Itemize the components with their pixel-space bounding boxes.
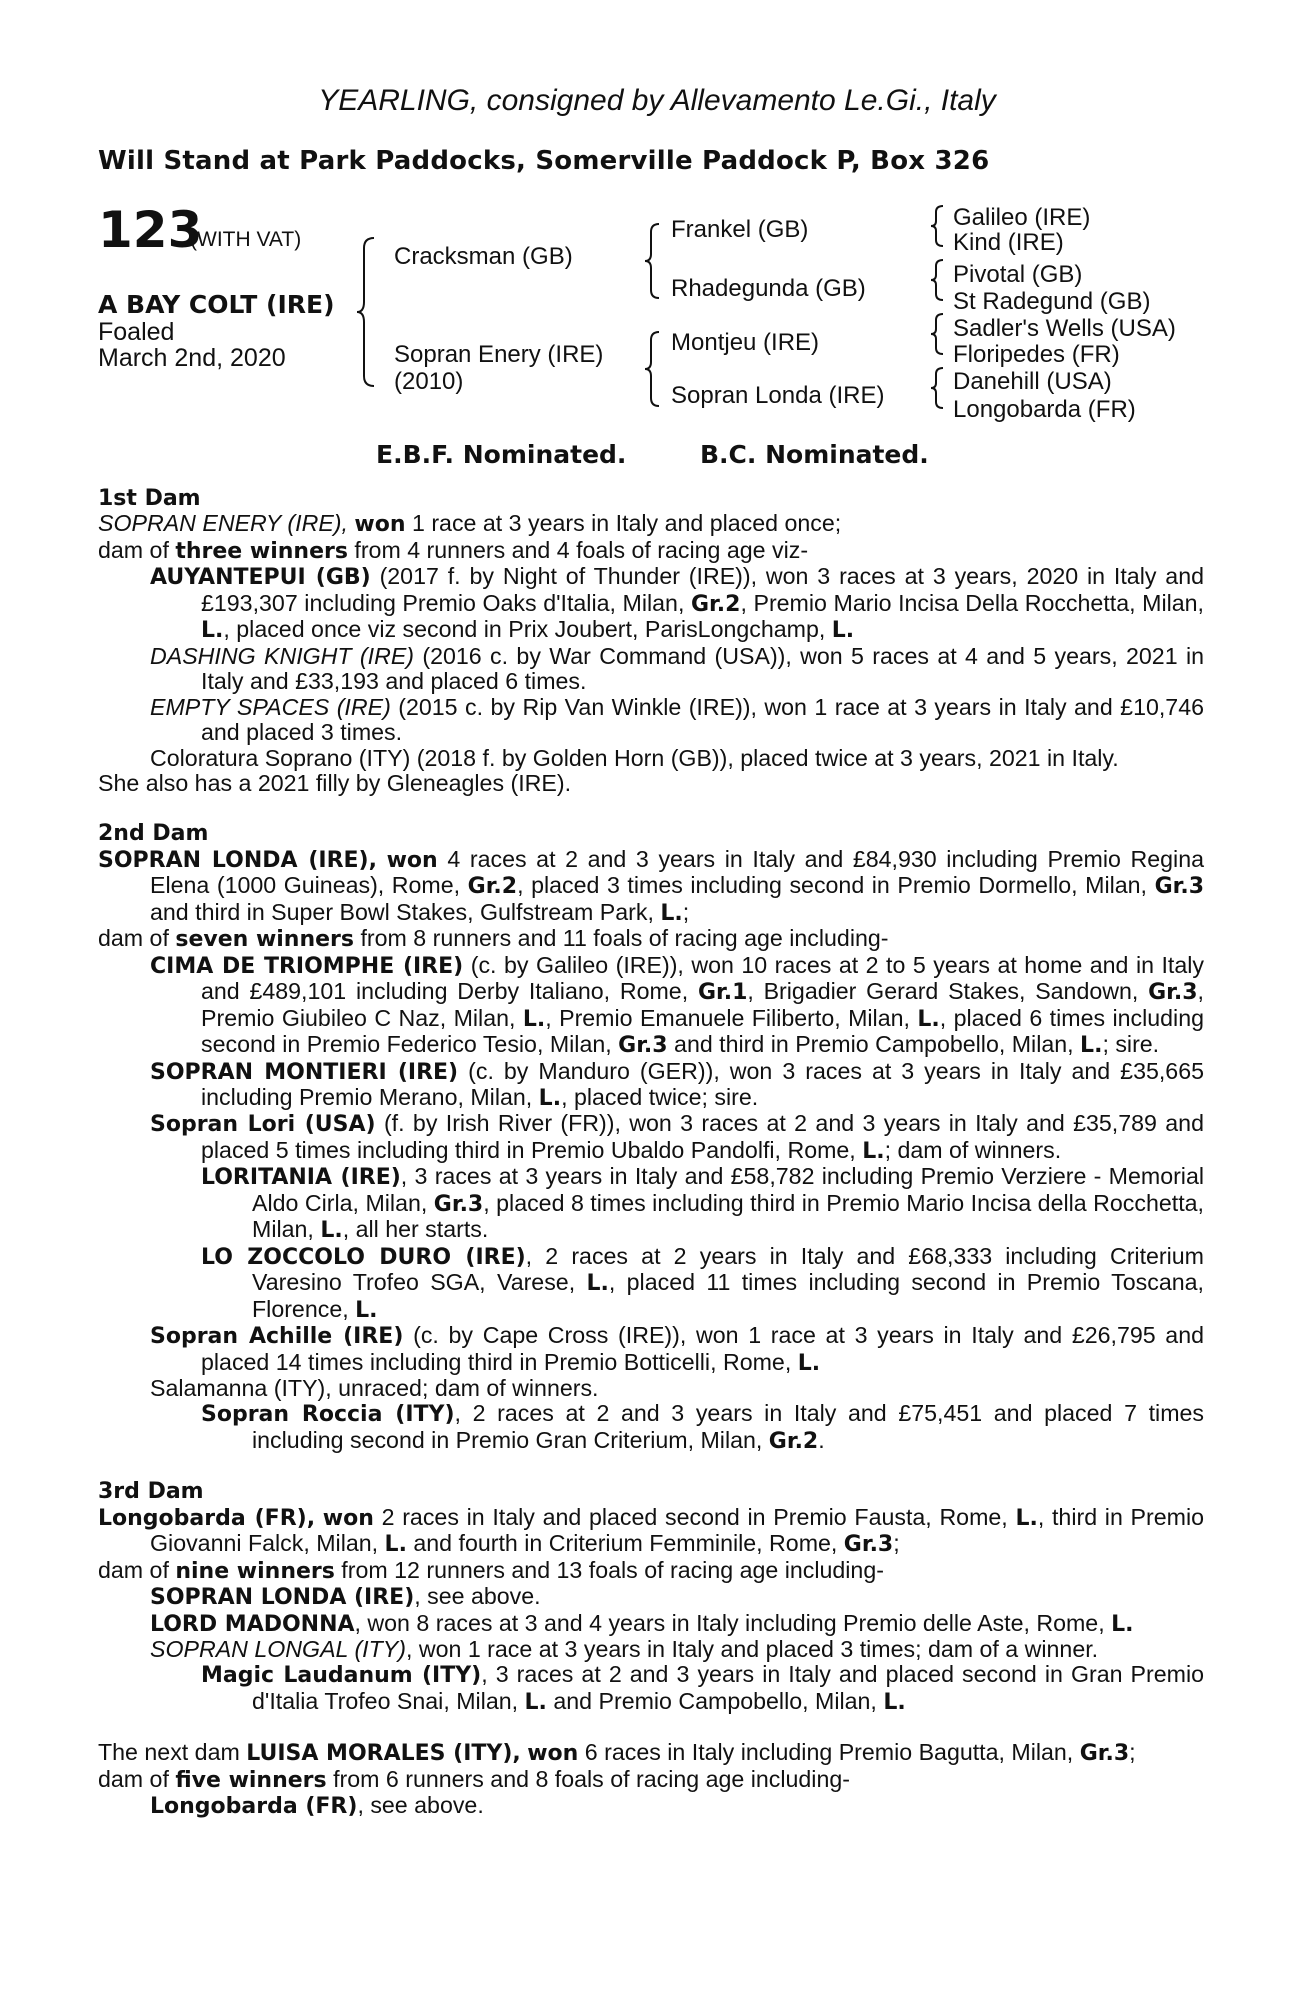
text: , 3 races at 3 years in Italy and £58,782 including Premio Verziere - Memorial Aldo Cirla, Milan,: [252, 1163, 1205, 1216]
pedigree-gg-2: Kind (IRE): [953, 229, 1064, 256]
first-dam-heading: 1st Dam: [98, 486, 201, 511]
grade: L.: [355, 1297, 378, 1323]
foaled-date: March 2nd, 2020: [98, 344, 286, 372]
horse-name: Longobarda (FR): [150, 1794, 358, 1820]
produce-entry: [98, 1164, 1204, 1243]
dam-name: LUISA MORALES (ITY),: [246, 1741, 521, 1767]
dam-name: SOPRAN LONDA (IRE),: [98, 847, 377, 873]
first-dam-dam-of: [98, 538, 1204, 564]
grade: L.: [586, 1271, 609, 1297]
text: Salamanna (ITY), unraced; dam of winners.: [150, 1374, 599, 1401]
winners-count: three winners: [175, 538, 348, 564]
text: , Brigadier Gerard Stakes, Sandown,: [747, 978, 1139, 1005]
produce-entry: [98, 1111, 1204, 1164]
text: 6 races in Italy including Premio Bagutta, Milan,: [584, 1739, 1074, 1766]
grade: L.: [831, 618, 855, 644]
grade: L.: [660, 900, 683, 926]
horse-name: CIMA DE TRIOMPHE (IRE): [150, 953, 464, 979]
text: ;: [682, 898, 690, 925]
produce-entry: [98, 644, 1204, 695]
text: dam of: [98, 536, 169, 563]
produce-entry: [98, 1662, 1204, 1715]
text: , placed 11 times including second in Premio Toscana, Florence,: [252, 1269, 1204, 1322]
grade: Gr.3: [843, 1532, 894, 1558]
stand-location: Will Stand at Park Paddocks, Somerville Paddock P, Box 326: [98, 146, 990, 176]
text: , placed 8 times including third in Premio Mario Incisa della Rocchetta, Milan,: [252, 1189, 1204, 1243]
pedigree-sire-sire: Frankel (GB): [671, 216, 809, 243]
third-dam-heading: 3rd Dam: [98, 1479, 204, 1505]
winners-count: five winners: [175, 1767, 327, 1793]
second-dam-dam-of: [98, 926, 1204, 952]
grade: L.: [862, 1138, 885, 1164]
winners-count: nine winners: [175, 1558, 335, 1584]
horse-name: SOPRAN LONGAL (ITY): [150, 1636, 406, 1663]
text: , placed twice; sire.: [561, 1083, 759, 1110]
second-dam-intro: [98, 847, 1204, 926]
horse-name: EMPTY SPACES (IRE): [150, 693, 391, 720]
grade: Gr.3: [618, 1033, 668, 1059]
produce-entry: [98, 1401, 1204, 1454]
produce-entry: [98, 1376, 1204, 1401]
text: 2 races in Italy and placed second in Premio Fausta, Rome,: [381, 1503, 1008, 1530]
gg-brace-4: [930, 366, 944, 410]
won-label: won: [386, 847, 438, 873]
produce-entry: [98, 1637, 1204, 1662]
consignor-header: YEARLING, consigned by Allevamento Le.Gi., Italy: [318, 84, 996, 117]
grade: L.: [201, 618, 224, 644]
dam-name: SOPRAN ENERY (IRE),: [98, 510, 348, 537]
horse-name: Sopran Roccia (ITY): [201, 1402, 455, 1428]
text: (2015 c. by Rip Van Winkle (IRE)), won 1 race at 3 years in Italy and £10,746 and placed 3 times.: [201, 693, 1204, 746]
won-label: won: [322, 1505, 374, 1531]
horse-name: Sopran Lori (USA): [150, 1112, 376, 1138]
grade: L.: [1111, 1611, 1134, 1637]
sire-dam-brace: [356, 236, 376, 388]
text: and Premio Campobello, Milan,: [553, 1687, 877, 1714]
produce-record: [98, 486, 1204, 1820]
dam-name: Longobarda (FR),: [98, 1505, 316, 1531]
text: , 2 races at 2 years in Italy and £68,333 including Criterium Varesino Trofeo SGA, Varese,: [252, 1242, 1204, 1296]
pedigree-dam-sire: Montjeu (IRE): [671, 329, 820, 356]
text: dam of: [98, 1765, 169, 1792]
produce-entry: [98, 746, 1204, 771]
pedigree-dam-year: (2010): [394, 368, 464, 395]
text: , Premio Giubileo C Naz, Milan,: [201, 978, 1204, 1031]
text: from 12 runners and 13 foals of racing age including-: [341, 1556, 884, 1583]
pedigree-gg-4: St Radegund (GB): [953, 288, 1151, 315]
text: , 2 races at 2 and 3 years in Italy and £75,451 and placed 7 times including second in Premio Gran Criterium, Milan,: [252, 1400, 1205, 1453]
lot-name: A BAY COLT (IRE): [98, 290, 335, 319]
text: , 3 races at 2 and 3 years in Italy and placed second in Gran Premio d'Italia Trofeo Snai, Milan,: [252, 1661, 1204, 1714]
text: , placed once viz second in Prix Joubert, ParisLongchamp,: [223, 616, 826, 643]
text: .: [818, 1426, 825, 1453]
sire-parents-brace: [644, 222, 660, 300]
pedigree-sire-dam: Rhadegunda (GB): [671, 275, 866, 302]
horse-name: SOPRAN MONTIERI (IRE): [150, 1059, 459, 1085]
grade: L.: [1080, 1033, 1103, 1059]
produce-entry: [98, 1611, 1204, 1637]
horse-name: SOPRAN LONDA (IRE): [150, 1585, 415, 1611]
produce-entry: [98, 1244, 1204, 1323]
grade: Gr.2: [467, 874, 518, 900]
grade: Gr.3: [1148, 980, 1198, 1006]
pedigree-gg-3: Pivotal (GB): [953, 261, 1083, 288]
horse-name: DASHING KNIGHT (IRE): [150, 642, 415, 669]
text: (f. by Irish River (FR)), won 3 races at 2 and 3 years in Italy and £35,789 and placed 5 times including third in Premio Ubaldo Pandolfi, Rome,: [201, 1110, 1204, 1163]
horse-name: Sopran Achille (IRE): [150, 1324, 404, 1350]
horse-name: LO ZOCCOLO DURO (IRE): [201, 1244, 526, 1270]
horse-name: LORITANIA (IRE): [201, 1165, 401, 1191]
gg-brace-2: [930, 258, 944, 302]
pedigree-dam-dam: Sopran Londa (IRE): [671, 382, 885, 409]
horse-name: LORD MADONNA: [150, 1611, 355, 1637]
grade: Gr.1: [697, 980, 748, 1006]
produce-entry: [98, 564, 1204, 643]
text: (c. by Manduro (GER)), won 3 races at 3 years in Italy and £35,665 including Premio Merano, Milan,: [201, 1057, 1204, 1110]
text: , Premio Emanuele Filiberto, Milan,: [545, 1004, 910, 1031]
grade: Gr.2: [768, 1428, 819, 1454]
first-dam-intro: [98, 511, 1204, 537]
grade: Gr.3: [433, 1191, 484, 1217]
text: and third in Premio Campobello, Milan,: [674, 1031, 1074, 1058]
grade: L.: [797, 1350, 821, 1376]
next-dam-dam-of: [98, 1767, 1204, 1793]
text: , placed 3 times including second in Premio Dormello, Milan,: [517, 872, 1147, 899]
grade: Gr.3: [1154, 874, 1204, 900]
horse-name: AUYANTEPUI (GB): [150, 565, 371, 591]
text: from 8 runners and 11 foals of racing age including-: [360, 925, 889, 952]
grade: L.: [1015, 1505, 1038, 1531]
text: ;: [1129, 1739, 1136, 1766]
record-text: 1 race at 3 years in Italy and placed once;: [411, 510, 842, 537]
produce-entry: [98, 695, 1204, 746]
pedigree-gg-7: Danehill (USA): [953, 368, 1112, 395]
horse-name: Magic Laudanum (ITY): [201, 1663, 482, 1689]
text: , all her starts.: [342, 1216, 489, 1243]
text: (c. by Cape Cross (IRE)), won 1 race at 3 years in Italy and £26,795 and placed 14 times including third in Premio Botticelli, Rome,: [201, 1322, 1204, 1375]
bc-nomination: B.C. Nominated.: [700, 440, 929, 469]
text: 4 races at 2 and 3 years in Italy and £84,930 including Premio Regina Elena (1000 Guineas), Rome,: [150, 845, 1204, 899]
text: from 4 runners and 4 foals of racing age viz-: [354, 536, 809, 563]
grade: Gr.2: [691, 591, 741, 617]
won-label: won: [354, 512, 406, 538]
text: and fourth in Criterium Femminile, Rome,: [413, 1530, 838, 1557]
pedigree-dam: Sopran Enery (IRE): [394, 341, 604, 368]
pedigree-gg-6: Floripedes (FR): [953, 341, 1120, 368]
pedigree-gg-5: Sadler's Wells (USA): [953, 315, 1176, 342]
text: ; sire.: [1102, 1031, 1160, 1058]
text: Coloratura Soprano (ITY) (2018 f. by Golden Horn (GB)), placed twice at 3 years, 2021 in Italy.: [150, 744, 1119, 771]
text: (2016 c. by War Command (USA)), won 5 races at 4 and 5 years, 2021 in Italy and £33,193 and placed 6 times.: [201, 642, 1204, 695]
grade: L.: [538, 1085, 562, 1111]
foaled-label: Foaled: [98, 318, 175, 346]
grade: L.: [917, 1006, 940, 1032]
grade: L.: [384, 1532, 407, 1558]
third-dam-intro: [98, 1505, 1204, 1558]
won-label: won: [527, 1741, 579, 1767]
produce-entry: [98, 1584, 1204, 1610]
grade: L.: [524, 1689, 547, 1715]
ebf-nomination: E.B.F. Nominated.: [376, 440, 627, 469]
gg-brace-1: [930, 204, 944, 248]
text: (2017 f. by Night of Thunder (IRE)), won 3 races at 3 years, 2020 in Italy and £193,307 including Premio Oaks d'Italia, Milan,: [201, 563, 1204, 616]
text: , see above.: [414, 1583, 541, 1610]
third-dam-dam-of: [98, 1558, 1204, 1584]
produce-entry: [98, 1059, 1204, 1112]
text: dam of: [98, 1556, 169, 1583]
text: ; dam of winners.: [884, 1136, 1062, 1163]
dam-parents-brace: [644, 330, 660, 408]
grade: Gr.3: [1079, 1741, 1130, 1767]
text: (c. by Galileo (IRE)), won 10 races at 2 to 5 years at home and in Italy and £489,101 including Derby Italiano, Rome,: [201, 951, 1205, 1005]
second-dam-heading: 2nd Dam: [98, 821, 209, 847]
text: , Premio Mario Incisa Della Rocchetta, Milan,: [740, 589, 1204, 616]
text: and third in Super Bowl Stakes, Gulfstream Park,: [150, 898, 654, 925]
gg-brace-3: [930, 312, 944, 356]
pedigree-gg-1: Galileo (IRE): [953, 204, 1091, 231]
grade: L.: [883, 1689, 906, 1715]
pedigree-sire: Cracksman (GB): [394, 243, 573, 270]
produce-entry: [98, 953, 1204, 1059]
produce-entry: [98, 1323, 1204, 1376]
additional-foal: She also has a 2021 filly by Gleneagles (IRE).: [98, 769, 572, 796]
vat-note: (WITH VAT): [190, 228, 302, 251]
text: dam of: [98, 925, 169, 952]
text: , third in Premio Giovanni Falck, Milan,: [150, 1503, 1205, 1557]
lot-number: 123: [98, 201, 203, 259]
winners-count: seven winners: [175, 927, 354, 953]
text: , won 1 race at 3 years in Italy and placed 3 times; dam of a winner.: [405, 1636, 1099, 1663]
pedigree-gg-8: Longobarda (FR): [953, 396, 1136, 423]
text: , won 8 races at 3 and 4 years in Italy including Premio delle Aste, Rome,: [354, 1609, 1105, 1636]
produce-entry: [98, 1793, 1204, 1819]
next-dam-intro: [98, 1740, 1204, 1766]
grade: L.: [320, 1218, 343, 1244]
grade: L.: [522, 1006, 546, 1032]
text: , placed 6 times including second in Premio Federico Tesio, Milan,: [201, 1004, 1204, 1058]
text: from 6 runners and 8 foals of racing age including-: [333, 1765, 850, 1792]
text: ;: [893, 1530, 900, 1557]
text: , see above.: [357, 1792, 484, 1819]
text: The next dam: [98, 1739, 240, 1766]
